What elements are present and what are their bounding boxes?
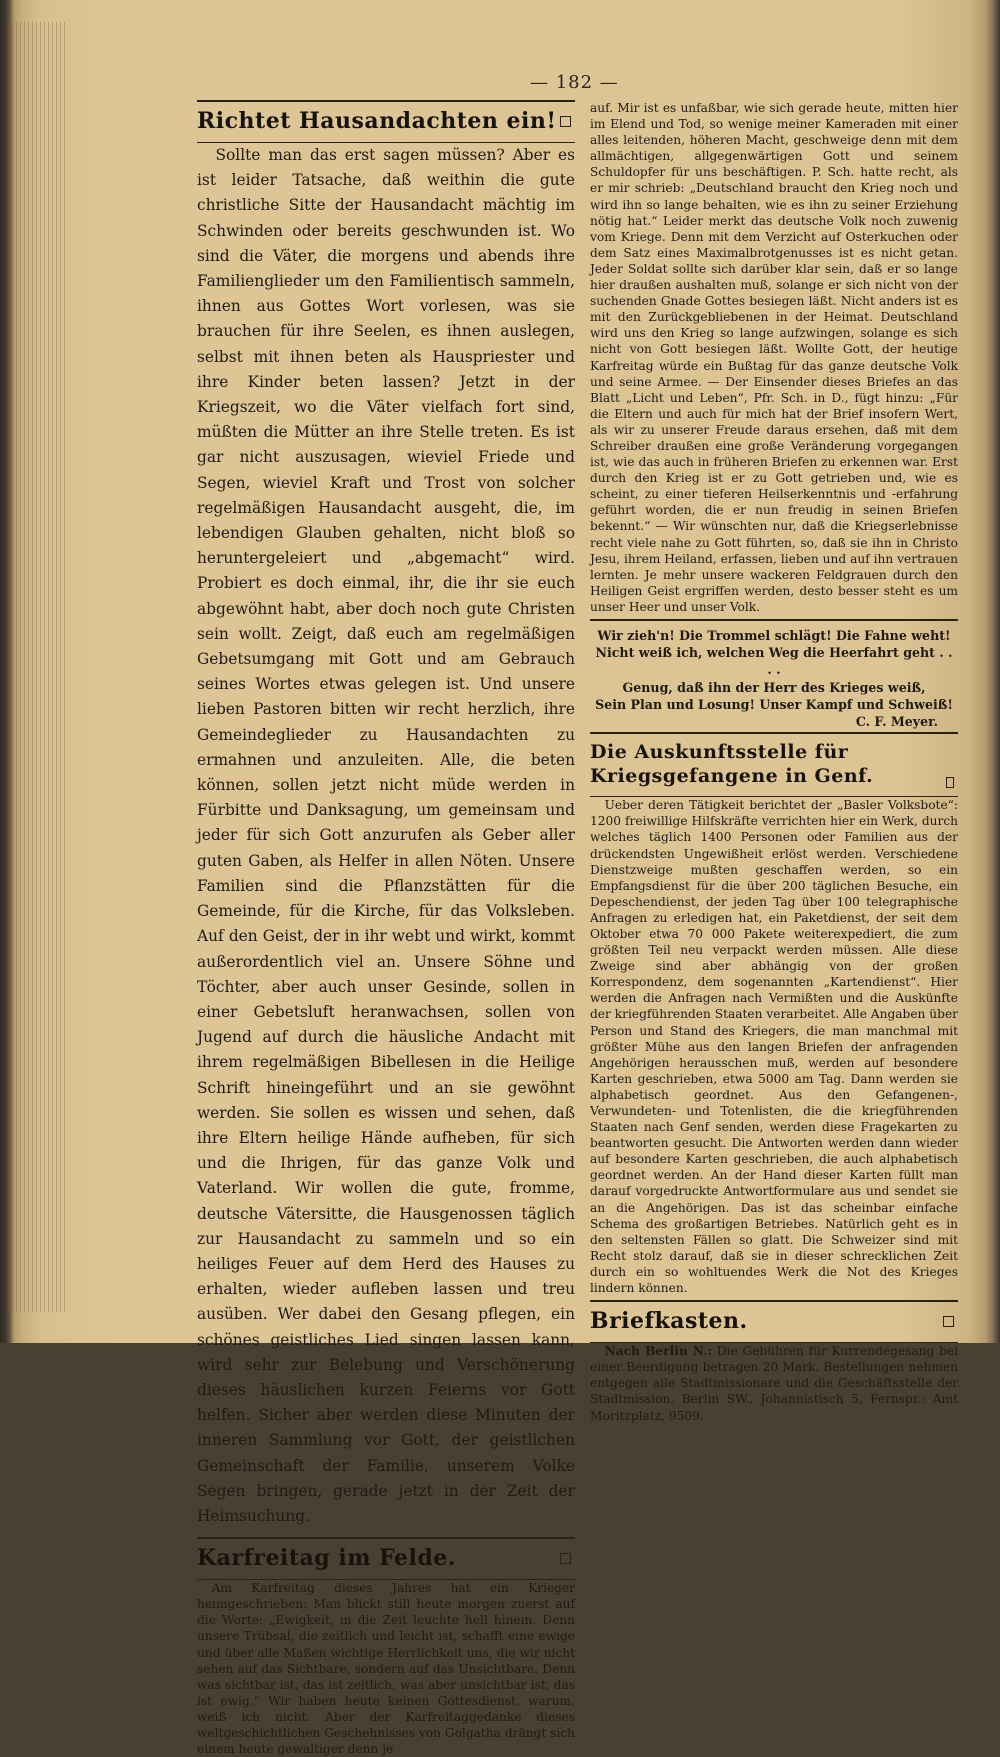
article-body-briefkasten [590, 1343, 958, 1423]
article-body-karfreitag-cont [590, 100, 958, 615]
poem-line: Wir zieh'n! Die Trommel schlägt! Die Fahne weht! [597, 628, 951, 643]
poem [590, 621, 958, 732]
article-title: Die Auskunftsstelle für Kriegsgefangene in Genf. [590, 741, 874, 788]
poem-line: Nicht weiß ich, welchen Weg die Heerfahrt geht . . . . [595, 645, 953, 678]
paragraph: Sollte man das erst sagen müssen? Aber es ist leider Tatsache, daß weithin die gute christliche Sitte der Hausandacht mächtig im Schwinden oder bereits geschwunden ist. Wo sind die Väter, die morgens und abends ihre Familienglieder um den Familientisch sammeln, ihnen aus Gottes Wort vorlesen, was sie brauchen für ihre Seelen, es ihnen auslegen, selbst mit ihnen beten als Hauspriester und ihre Kinder beten lassen? Jetzt in der Kriegszeit, wo die Väter vielfach fort sind, müßten die Mütter an ihre Stelle treten. Es ist gar nicht auszusagen, wieviel Friede und Segen, wieviel Kraft und Trost von solcher regelmäßigen Hausandacht ausgeht, die, im lebendigen Glauben gehalten, nicht bloß so heruntergeleiert und „abgemacht“ wird. Probiert es doch einmal, ihr, die ihr sie euch abgewöhnt habt, aber doch noch gute Christen sein wollt. Zeigt, daß euch am regelmäßigen Gebetsumgang mit Gott und am Gebrauch seines Wortes etwas gelegen ist. Und unsere lieben Pastoren bitten wir recht herzlich, ihre Gemeindeglieder zu Hausandachten zu ermahnen und anzuleiten. Alle, die beten können, sollen jetzt nicht müde werden in Fürbitte und Danksagung, um gemeinsam und jeder für sich Gott anzurufen als Geber aller guten Gaben, als Helfer in allen Nöten. Unsere Familien sind die Pflanzstätten für die Gemeinde, für die Kirche, für das Volksleben. Auf den Geist, der in ihr webt und wirkt, kommt außerordentlich viel an. Unsere Söhne und Töchter, aber auch unser Gesinde, sollen in einer Gebetsluft heranwachsen, sollen von Jugend auf durch die häusliche Andacht mit ihrem regelmäßigen Bibellesen in die Heilige Schrift hineingeführt und an sie gewöhnt werden. Sie sollen es wissen und sehen, daß ihre Eltern heilige Hände aufheben, für sich und die Ihrigen, für das ganze Volk und Vaterland. Wir wollen die gute, fromme, deutsche Vätersitte, die Hausgenossen täglich zur Hausandacht zu sammeln und so ein heiliges Feuer auf dem Herd des Hauses zu erhalten, wieder aufleben lassen und treu ausüben. Wer dabei den Gesang pflegen, ein schönes geistliches Lied singen lassen kann, wird sehr zur Belebung und Verschönerung dieses häuslichen kurzen Feierns vor Gott helfen. Sicher aber werden diese Minuten der inneren Sammlung vor Gott, der geistlichen Gemeinschaft der Familie, unserem Volke Segen bringen, gerade jetzt in der Zeit der Heimsuchung. [197, 146, 575, 1525]
poem-author: C. F. Meyer. [855, 714, 938, 730]
end-box-icon [560, 1553, 571, 1564]
paragraph: auf. Mir ist es unfaßbar, wie sich gerade heute, mitten hier im Elend und Tod, so wenige meiner Kameraden mit einer alles leitenden, höheren Macht, geschweige denn mit dem allmächtigen, allgegenwärtigen Gott und seinem Schuldopfer für uns beschäftigen. P. Sch. hatte recht, als er mir schrieb: „Deutschland braucht den Krieg noch und wird ihn so lange behalten, wie es ihn zu seiner Erziehung nötig hat.“ Leider merkt das deutsche Volk noch zuwenig vom Kriege. Denn mit dem Verzicht auf Osterkuchen oder dem Satz eines Maximalbrotgenusses ist es nicht getan. Jeder Soldat sollte sich darüber klar sein, daß er so lange hier draußen aushalten muß, solange er sich nicht von der suchenden Gnade Gottes besiegen läßt. Nicht anders ist es mit den Zurückgebliebenen in der Heimat. Deutschland wird uns den Krieg so lange aufzwingen, solange es sich nicht von Gott besiegen läßt. Wollte Gott, der heutige Karfreitag würde ein Bußtag für das ganze deutsche Volk und seine Armee. — Der Einsender dieses Briefes an das Blatt „Licht und Leben“, Pfr. Sch. in D., fügt hinzu: „Für die Eltern und auch für mich hat der Brief insofern Wert, als wir zu unserer Freude daraus ersehen, daß mit dem Schreiber draußen eine große Veränderung vorgegangen ist, wie das auch in früheren Briefen zu erkennen war. Erst durch den Krieg ist er zu Gott getrieben und, wie es scheint, zu einer tieferen Heilserkenntnis und -erfahrung geführt worden, die er nun freudig in seinen Briefen bekennt.“ — Wir wünschten nur, daß die Kriegserlebnisse recht viele nahe zu Gott führten, so, daß sie ihn in Christo Jesu, ihrem Heiland, erfassen, lieben und auf ihn vertrauen lernten. Je mehr unsere wackeren Feldgrauen durch den Heiligen Geist ergriffen werden, desto besser steht es um unser Heer und unser Volk. [590, 101, 958, 614]
article-body-karfreitag [197, 1580, 575, 1757]
left-column [197, 100, 575, 1757]
article-body-hausandachten [197, 143, 575, 1529]
letter-recipient: Nach Berlin N.: [604, 1344, 713, 1359]
spacer [197, 1529, 575, 1537]
article-header-briefkasten [590, 1302, 958, 1340]
page-edges [8, 22, 68, 1312]
paragraph [590, 1343, 958, 1423]
end-box-icon [943, 1316, 954, 1327]
letter-answer: Die Gebühren für Kurrendegesang bei einer Beerdigung betragen 20 Mark. Bestellungen nehmen entgegen alle Stadtmissionare und die Geschäftsstelle der Stadtmission, Berlin SW., Johannistisch 5, Fernspr.: Amt Moritzplatz, 9509. [590, 1344, 958, 1423]
article-title: Richtet Hausandachten ein! [197, 108, 557, 134]
end-box-icon [946, 777, 954, 788]
article-header-auskunftsstelle [590, 734, 958, 794]
paragraph: Ueber deren Tätigkeit berichtet der „Basler Volksbote“: 1200 freiwillige Hilfskräfte verrichten hier ein Werk, durch welches täglich 1400 Personen oder Familien aus der drückendsten Ungewißheit erlöst werden. Verschiedene Dienstzweige mußten geschaffen werden, so ein Empfangsdienst für die über 200 täglichen Besuche, ein Depeschendienst, der jeden Tag über 100 telegraphische Anfragen zu erledigen hat, ein Paketdienst, der seit dem Oktober etwa 70 000 Pakete weiterexpediert, die zum größten Teil neu verpackt werden müssen. Alle diese Zweige sind aber abhängig von der großen Korrespondenz, dem sogenannten „Kartendienst“. Hier werden die Anfragen nach Vermißten und die Auskünfte der kriegführenden Staaten verarbeitet. Alle Angaben über Person und Stand des Kriegers, die man manchmal mit größter Mühe aus den langen Briefen der anfragenden Angehörigen herausschen muß, werden auf besondere Karten geschrieben, etwa 5000 am Tag. Dann werden sie alphabetisch geordnet. Aus den Gefangenen-, Verwundeten- und Totenlisten, die die kriegführenden Staaten nach Genf senden, werden diese Fragekarten zu beantworten gesucht. Die Antworten werden dann wieder auf besondere Karten geschrieben, die auch alphabetisch geordnet werden. An der Hand dieser Karten füllt man darauf vorgedruckte Antwortformulare aus und sendet sie an die Angehörigen. Das ist das scheinbar einfache Schema des großartigen Betriebes. Natürlich geht es in den seltensten Fällen so glatt. Die Schweizer sind mit Recht stolz darauf, daß sie in dieser schrecklichen Zeit durch ein so wohltuendes Werk die Not des Krieges lindern können. [590, 798, 958, 1296]
end-box-icon [560, 116, 571, 127]
article-title: Briefkasten. [590, 1308, 748, 1335]
article-body-auskunftsstelle [590, 797, 958, 1296]
right-column [590, 100, 958, 1424]
article-title: Karfreitag im Felde. [197, 1545, 456, 1572]
poem-line: Sein Plan und Losung! Unser Kampf und Schweiß! [595, 696, 953, 712]
article-header-karfreitag [197, 1539, 575, 1577]
article-header-hausandachten [197, 102, 575, 140]
page-number: — 182 — [530, 72, 619, 93]
paragraph: Am Karfreitag dieses Jahres hat ein Krieger heimgeschrieben: Man blickt still heute morgen zuerst auf die Worte: „Ewigkeit, in die Zeit leuchte hell hinein. Denn unsere Trübsal, die zeitlich und leicht ist, schafft eine ewige und über alle Maßen wichtige Herrlichkeit uns, die wir nicht sehen auf das Sichtbare, sondern auf das Unsichtbare. Denn was sichtbar ist, das ist zeitlich, was aber unsichtbar ist, das ist ewig.“ Wir haben heute keinen Gottesdienst, warum, weiß ich nicht. Aber der Karfreitaggedanke dieses weltgeschichtlichen Geschehnisses von Golgatha drängt sich einem heute gewaltiger denn je [197, 1581, 575, 1757]
poem-line: Genug, daß ihn der Herr des Krieges weiß, [622, 679, 926, 695]
